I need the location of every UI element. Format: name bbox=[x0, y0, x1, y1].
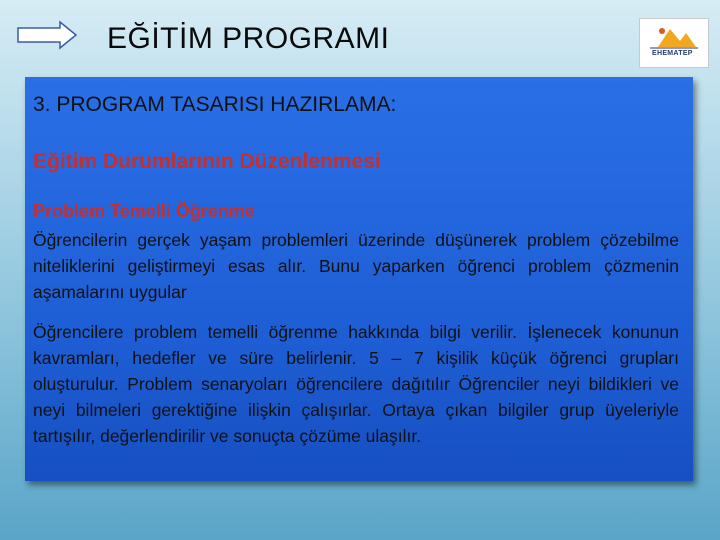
section-heading: 3. PROGRAM TASARISI HAZIRLAMA: bbox=[33, 93, 397, 116]
logo-mark-icon bbox=[640, 19, 708, 67]
paragraph-intro: Öğrencilerin gerçek yaşam problemleri üzerinde düşünerek problem çözebilme niteliklerini geliştirmeyi esas alır. Bunu yaparken öğrenci problem çözmenin aşamalarını uygular bbox=[33, 230, 679, 302]
logo-text: EHEMATEP bbox=[652, 50, 693, 57]
logo bbox=[639, 18, 709, 68]
content-panel bbox=[25, 77, 693, 481]
page-title: EĞİTİM PROGRAMI bbox=[107, 22, 390, 55]
right-arrow-icon bbox=[16, 20, 78, 50]
sub-heading: Eğitim Durumlarının Düzenlenmesi bbox=[33, 150, 381, 173]
topic-heading: Problem Temelli Öğrenme bbox=[33, 201, 255, 221]
paragraph-steps: Öğrencilere problem temelli öğrenme hakkında bilgi verilir. İşlenecek konunun kavramları, hedefler ve süre belirlenir. 5 – 7 kişilik küçük öğrenci grupları oluşturulur. Problem senaryoları öğrencilere dağıtılır Öğrenciler neyi bildikleri ve neyi bilmeleri gerektiğine ilişkin çalışırlar. Ortaya çıkan bilgiler grup üyeleriyle tartışılır, değerlendirilir ve sonuçta çözüme ulaşılır. bbox=[33, 322, 679, 446]
